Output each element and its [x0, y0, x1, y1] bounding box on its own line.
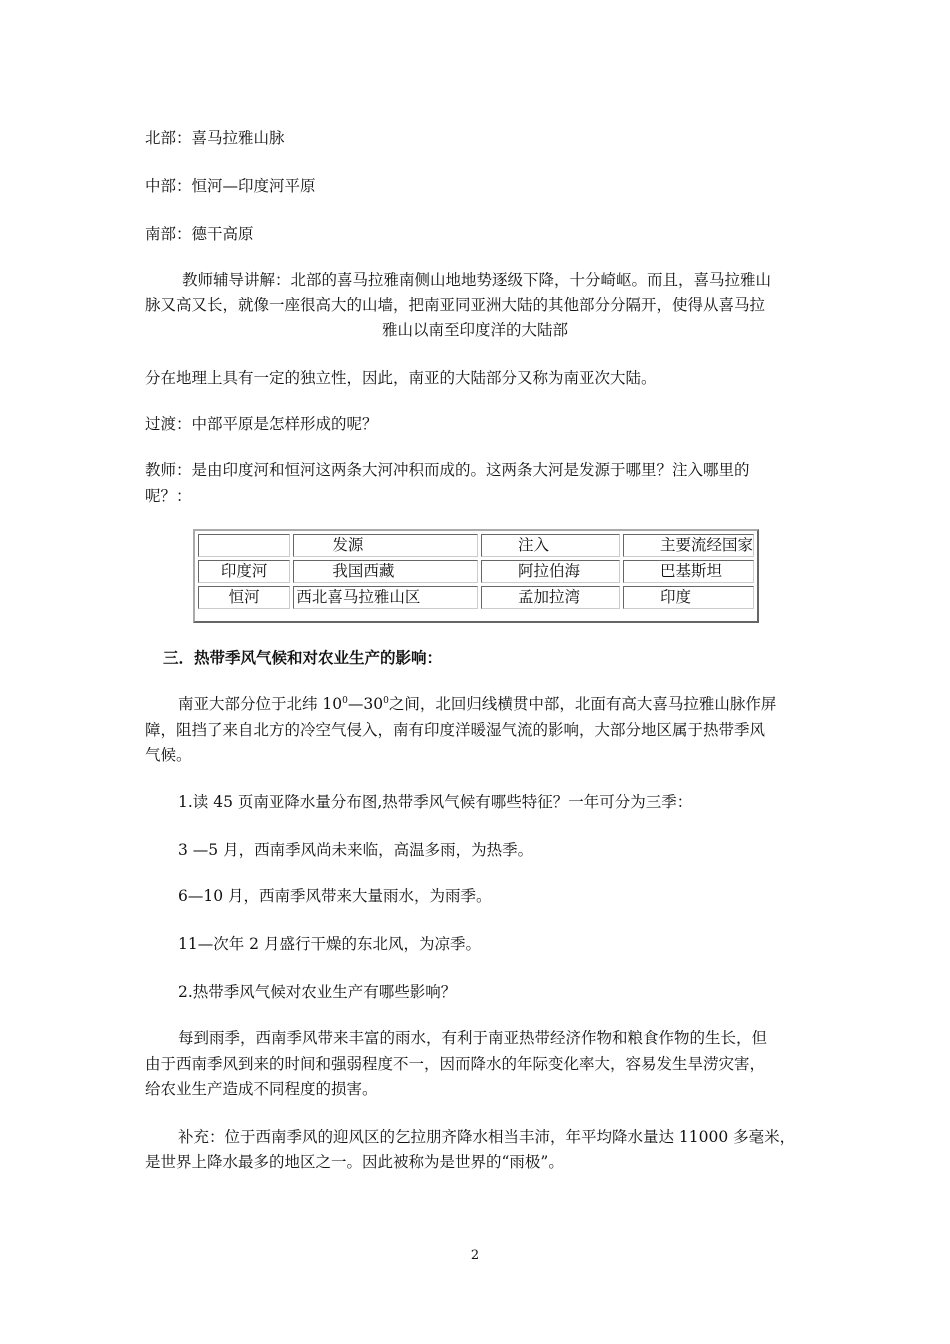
- river-table: [193, 529, 759, 623]
- supplement-line-1: 补充：位于西南季风的迎风区的乞拉朋齐降水相当丰沛，年平均降水量达 11000 多毫米，: [178, 1128, 796, 1146]
- table-cell: 恒河: [198, 586, 290, 609]
- teacher-explain-line-4: 分在地理上具有一定的独立性，因此，南亚的大陆部分又称为南亚次大陆。: [145, 369, 657, 387]
- table-cell: 孟加拉湾: [481, 586, 620, 609]
- teacher-question-line-1: 教师：是由印度河和恒河这两条大河冲积而成的。这两条大河是发源于哪里？注入哪里的: [145, 461, 750, 479]
- intro-line-2: 障，阻挡了来自北方的冷空气侵入，南有印度洋暖湿气流的影响，大部分地区属于热带季风: [145, 721, 766, 739]
- table-cell: 巴基斯坦: [623, 560, 754, 583]
- table-cell: 西北喜马拉雅山区: [293, 586, 478, 609]
- teacher-question-line-2: 呢？：: [145, 487, 192, 505]
- table-row: [198, 560, 754, 583]
- question-2: 2.热带季风气候对农业生产有哪些影响？: [178, 983, 457, 1001]
- line-middle: 中部：恒河—印度河平原: [145, 177, 316, 195]
- table-cell: 印度河: [198, 560, 290, 583]
- question-1: 1.读 45 页南亚降水量分布图,热带季风气候有哪些特征？一年可分为三季：: [178, 793, 693, 811]
- table-header-cell: 注入: [481, 534, 620, 557]
- line-north: 北部：喜马拉雅山脉: [145, 129, 285, 147]
- impact-line-2: 由于西南季风到来的时间和强弱程度不一，因而降水的年际变化率大，容易发生旱涝灾害，: [145, 1055, 766, 1073]
- table-cell: 阿拉伯海: [481, 560, 620, 583]
- impact-line-3: 给农业生产造成不同程度的损害。: [145, 1080, 378, 1098]
- teacher-explain-line-1: 教师辅导讲解：北部的喜马拉雅南侧山地地势逐级下降，十分崎岖。而且，喜马拉雅山: [182, 271, 772, 289]
- table-header-cell: [198, 534, 290, 557]
- impact-line-1: 每到雨季，西南季风带来丰富的雨水，有利于南亚热带经济作物和粮食作物的生长，但: [178, 1029, 768, 1047]
- season-rainy: 6—10 月，西南季风带来大量雨水，为雨季。: [178, 887, 492, 905]
- page-number: 2: [470, 1248, 480, 1263]
- table-header-cell: 发源: [293, 534, 478, 557]
- table-header-row: [198, 534, 754, 557]
- transition-line: 过渡：中部平原是怎样形成的呢？: [145, 415, 378, 433]
- intro-line-3: 气候。: [145, 746, 192, 764]
- section-heading: 三．热带季风气候和对农业生产的影响：: [163, 648, 443, 667]
- table-cell: 我国西藏: [293, 560, 478, 583]
- table-header-cell: 主要流经国家: [623, 534, 754, 557]
- line-south: 南部：德干高原: [145, 225, 254, 243]
- supplement-line-2: 是世界上降水最多的地区之一。因此被称为是世界的“雨极”。: [145, 1153, 564, 1171]
- table-cell: 印度: [623, 586, 754, 609]
- table-row: [198, 586, 754, 609]
- teacher-explain-line-3: 雅山以南至印度洋的大陆部: [381, 321, 568, 339]
- intro-line-1: 南亚大部分位于北纬 $10^0—30^0$之间，北回归线横贯中部，北面有高大喜马拉雅山脉作屏: [178, 695, 777, 713]
- season-cool: 11—次年 2 月盛行干燥的东北风，为凉季。: [178, 935, 481, 953]
- season-hot: 3 —5 月，西南季风尚未来临，高温多雨，为热季。: [178, 841, 534, 859]
- teacher-explain-line-2: 脉又高又长，就像一座很高大的山墙，把南亚同亚洲大陆的其他部分分隔开，使得从喜马拉: [145, 296, 766, 314]
